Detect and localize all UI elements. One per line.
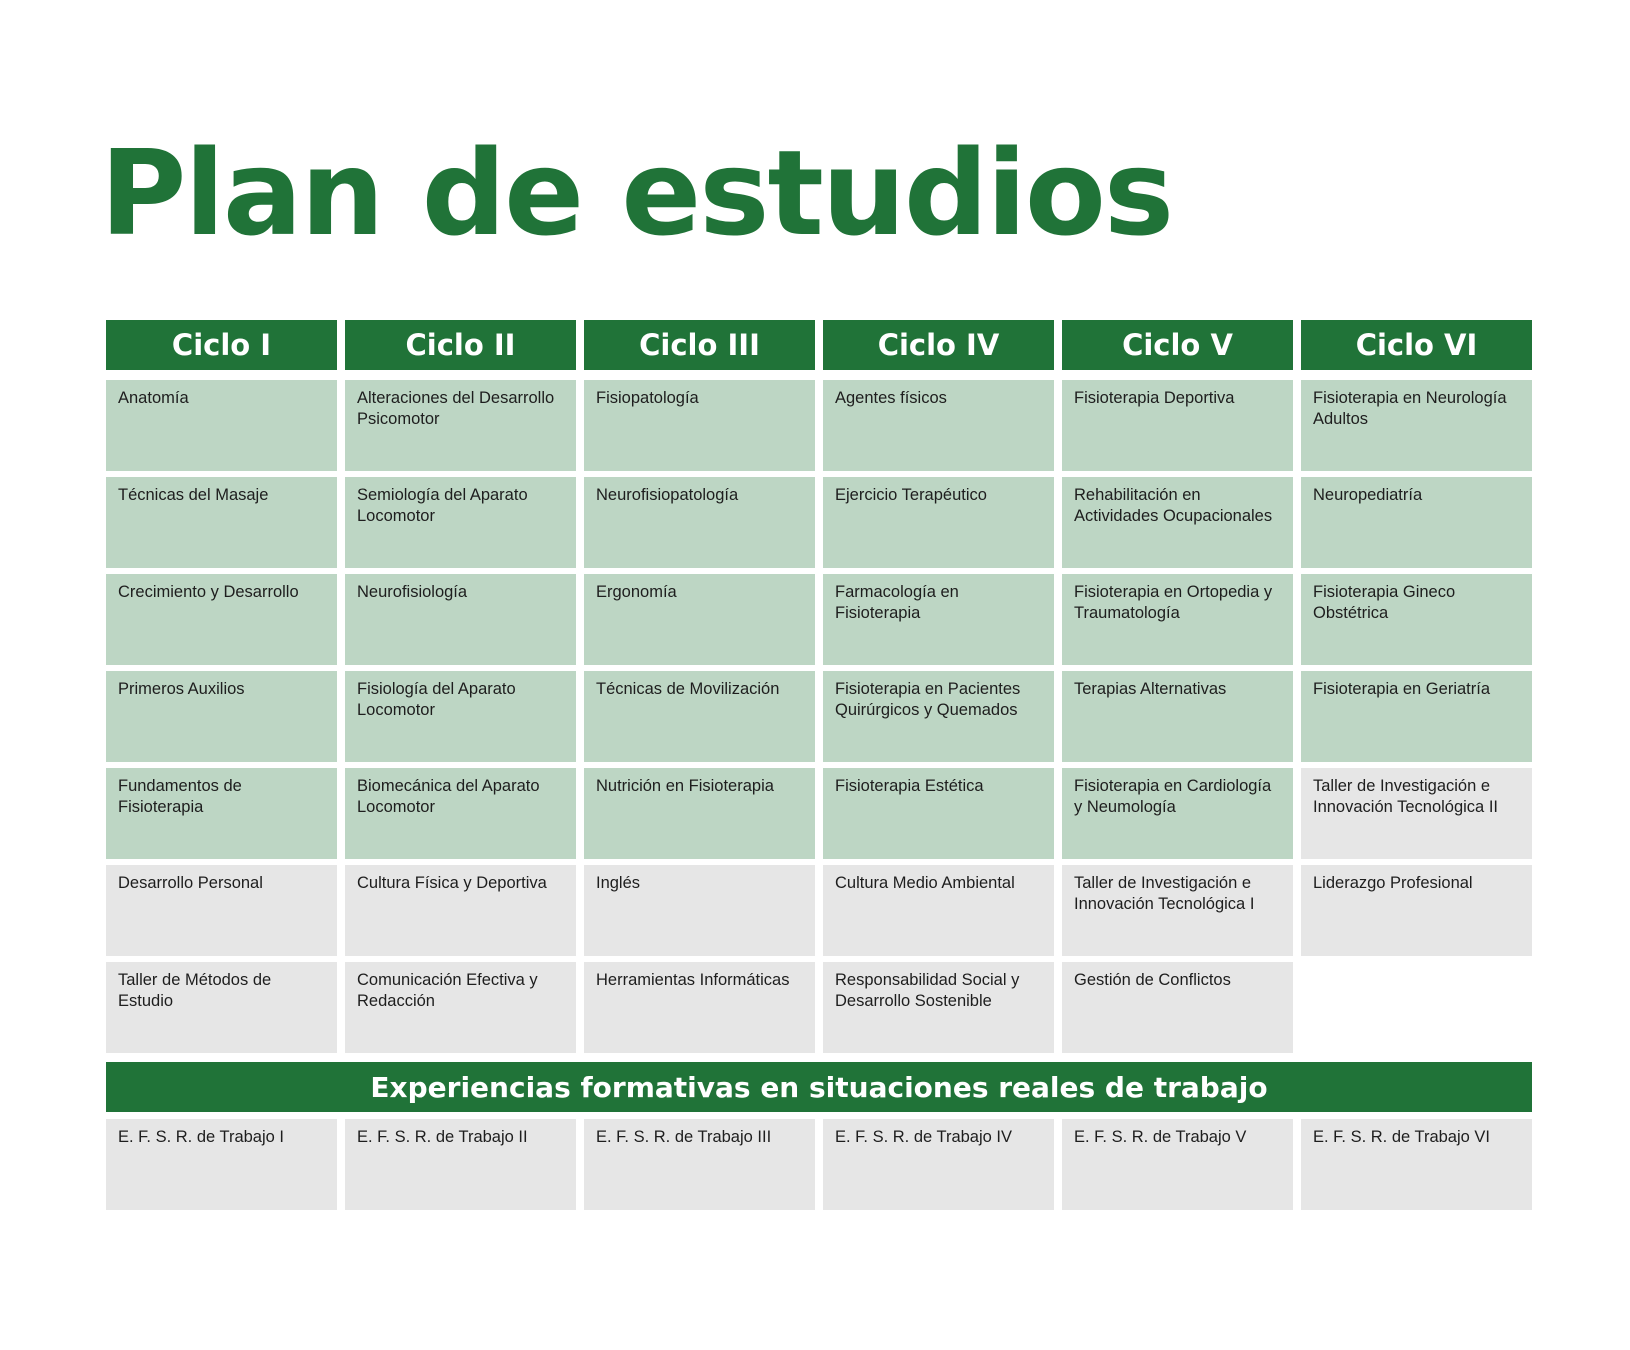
course-cell: Fisiología del Aparato Locomotor — [345, 671, 576, 762]
course-cell: Ejercicio Terapéutico — [823, 477, 1054, 568]
course-cell: Comunicación Efectiva y Redacción — [345, 962, 576, 1053]
course-cell: Gestión de Conflictos — [1062, 962, 1293, 1053]
course-cell: Neurofisiología — [345, 574, 576, 665]
cycle-header-1: Ciclo I — [106, 320, 337, 370]
experiences-grid — [106, 1119, 1532, 1216]
course-cell: Técnicas del Masaje — [106, 477, 337, 568]
course-cell: Fisioterapia Estética — [823, 768, 1054, 859]
course-cell: Fisioterapia Gineco Obstétrica — [1301, 574, 1532, 665]
course-cell: Taller de Métodos de Estudio — [106, 962, 337, 1053]
course-cell: Biomecánica del Aparato Locomotor — [345, 768, 576, 859]
cycle-header-4: Ciclo IV — [823, 320, 1054, 370]
course-cell: Fisioterapia Deportiva — [1062, 380, 1293, 471]
experiences-header: Experiencias formativas en situaciones reales de trabajo — [106, 1062, 1532, 1112]
course-cell: Ergonomía — [584, 574, 815, 665]
course-cell: Terapias Alternativas — [1062, 671, 1293, 762]
course-cell: Nutrición en Fisioterapia — [584, 768, 815, 859]
course-cell: Neurofisiopatología — [584, 477, 815, 568]
course-cell: Fisioterapia en Neurología Adultos — [1301, 380, 1532, 471]
course-cell: Desarrollo Personal — [106, 865, 337, 956]
page-title: Plan de estudios — [100, 124, 1173, 262]
experience-cell: E. F. S. R. de Trabajo I — [106, 1119, 337, 1210]
cycle-header-2: Ciclo II — [345, 320, 576, 370]
experience-cell: E. F. S. R. de Trabajo VI — [1301, 1119, 1532, 1210]
course-cell: Semiología del Aparato Locomotor — [345, 477, 576, 568]
course-cell: Cultura Física y Deportiva — [345, 865, 576, 956]
course-cell: Neuropediatría — [1301, 477, 1532, 568]
course-cell: Fisioterapia en Cardiología y Neumología — [1062, 768, 1293, 859]
course-cell: Inglés — [584, 865, 815, 956]
curriculum-grid — [106, 320, 1532, 1059]
course-cell: Liderazgo Profesional — [1301, 865, 1532, 956]
course-cell: Primeros Auxilios — [106, 671, 337, 762]
course-cell: Técnicas de Movilización — [584, 671, 815, 762]
course-cell: Fundamentos de Fisioterapia — [106, 768, 337, 859]
experience-cell: E. F. S. R. de Trabajo II — [345, 1119, 576, 1210]
course-cell: Farmacología en Fisioterapia — [823, 574, 1054, 665]
cycle-header-5: Ciclo V — [1062, 320, 1293, 370]
course-cell: Taller de Investigación e Innovación Tecnológica I — [1062, 865, 1293, 956]
course-cell: Agentes físicos — [823, 380, 1054, 471]
course-cell: Fisiopatología — [584, 380, 815, 471]
course-cell: Responsabilidad Social y Desarrollo Sostenible — [823, 962, 1054, 1053]
experience-cell: E. F. S. R. de Trabajo III — [584, 1119, 815, 1210]
course-cell: Fisioterapia en Pacientes Quirúrgicos y Quemados — [823, 671, 1054, 762]
course-cell: Fisioterapia en Geriatría — [1301, 671, 1532, 762]
cycle-header-3: Ciclo III — [584, 320, 815, 370]
course-cell: Alteraciones del Desarrollo Psicomotor — [345, 380, 576, 471]
course-cell: Anatomía — [106, 380, 337, 471]
empty-cell — [1301, 962, 1532, 1053]
course-cell: Rehabilitación en Actividades Ocupacionales — [1062, 477, 1293, 568]
course-cell: Taller de Investigación e Innovación Tecnológica II — [1301, 768, 1532, 859]
course-cell: Crecimiento y Desarrollo — [106, 574, 337, 665]
course-cell: Herramientas Informáticas — [584, 962, 815, 1053]
course-cell: Fisioterapia en Ortopedia y Traumatología — [1062, 574, 1293, 665]
course-cell: Cultura Medio Ambiental — [823, 865, 1054, 956]
cycle-header-6: Ciclo VI — [1301, 320, 1532, 370]
experience-cell: E. F. S. R. de Trabajo IV — [823, 1119, 1054, 1210]
experience-cell: E. F. S. R. de Trabajo V — [1062, 1119, 1293, 1210]
